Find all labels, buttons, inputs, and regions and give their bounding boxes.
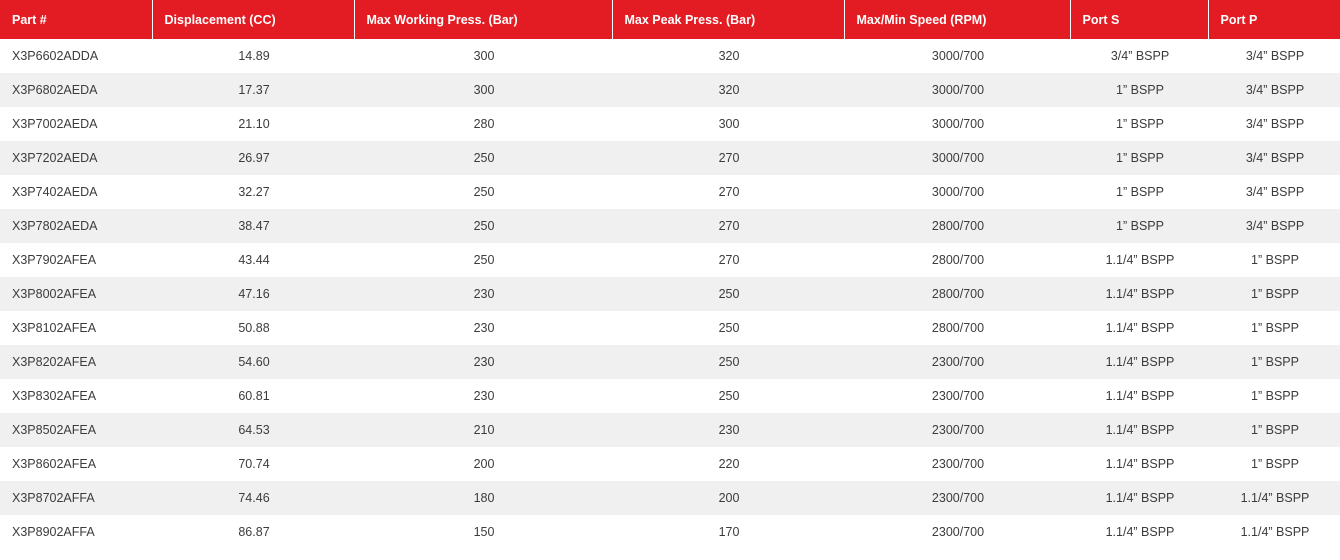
cell-part-number: X3P8102AFEA <box>0 311 152 345</box>
cell-max-min-speed: 3000/700 <box>844 73 1070 107</box>
table-row <box>0 107 1340 141</box>
cell-max-working-pressure: 250 <box>354 175 612 209</box>
cell-port-p: 1” BSPP <box>1208 311 1340 345</box>
cell-max-working-pressure: 300 <box>354 73 612 107</box>
cell-max-min-speed: 2800/700 <box>844 209 1070 243</box>
cell-max-peak-pressure: 270 <box>612 243 844 277</box>
cell-max-peak-pressure: 250 <box>612 311 844 345</box>
cell-max-working-pressure: 200 <box>354 447 612 481</box>
cell-port-s: 1.1/4” BSPP <box>1070 345 1208 379</box>
table-body <box>0 39 1340 549</box>
cell-max-peak-pressure: 320 <box>612 39 844 73</box>
cell-max-working-pressure: 250 <box>354 243 612 277</box>
cell-max-peak-pressure: 320 <box>612 73 844 107</box>
cell-max-peak-pressure: 250 <box>612 277 844 311</box>
cell-part-number: X3P7202AEDA <box>0 141 152 175</box>
cell-displacement: 38.47 <box>152 209 354 243</box>
table-row <box>0 209 1340 243</box>
cell-max-peak-pressure: 220 <box>612 447 844 481</box>
cell-displacement: 26.97 <box>152 141 354 175</box>
table-row <box>0 39 1340 73</box>
cell-part-number: X3P7802AEDA <box>0 209 152 243</box>
cell-max-working-pressure: 230 <box>354 277 612 311</box>
table-row <box>0 379 1340 413</box>
cell-port-p: 3/4” BSPP <box>1208 175 1340 209</box>
table-row <box>0 243 1340 277</box>
cell-part-number: X3P8302AFEA <box>0 379 152 413</box>
column-header-max-peak-pressure: Max Peak Press. (Bar) <box>612 0 844 39</box>
cell-part-number: X3P6602ADDA <box>0 39 152 73</box>
column-header-part-number: Part # <box>0 0 152 39</box>
cell-max-min-speed: 3000/700 <box>844 175 1070 209</box>
cell-part-number: X3P7002AEDA <box>0 107 152 141</box>
cell-max-peak-pressure: 230 <box>612 413 844 447</box>
cell-port-p: 1” BSPP <box>1208 413 1340 447</box>
table-row <box>0 73 1340 107</box>
cell-max-peak-pressure: 270 <box>612 209 844 243</box>
cell-max-min-speed: 2300/700 <box>844 379 1070 413</box>
cell-port-p: 1” BSPP <box>1208 447 1340 481</box>
cell-displacement: 54.60 <box>152 345 354 379</box>
cell-port-s: 1” BSPP <box>1070 209 1208 243</box>
cell-port-s: 1” BSPP <box>1070 107 1208 141</box>
table-row <box>0 481 1340 515</box>
cell-max-peak-pressure: 300 <box>612 107 844 141</box>
column-header-displacement: Displacement (CC) <box>152 0 354 39</box>
cell-max-working-pressure: 230 <box>354 311 612 345</box>
cell-max-min-speed: 2800/700 <box>844 243 1070 277</box>
cell-displacement: 60.81 <box>152 379 354 413</box>
cell-max-min-speed: 3000/700 <box>844 107 1070 141</box>
table-header-row <box>0 0 1340 39</box>
cell-max-working-pressure: 210 <box>354 413 612 447</box>
column-header-port-s: Port S <box>1070 0 1208 39</box>
cell-port-s: 1.1/4” BSPP <box>1070 311 1208 345</box>
cell-max-working-pressure: 250 <box>354 209 612 243</box>
cell-max-min-speed: 3000/700 <box>844 141 1070 175</box>
cell-max-min-speed: 2800/700 <box>844 277 1070 311</box>
cell-part-number: X3P8902AFFA <box>0 515 152 549</box>
cell-max-min-speed: 2300/700 <box>844 481 1070 515</box>
table-row <box>0 141 1340 175</box>
cell-max-working-pressure: 250 <box>354 141 612 175</box>
cell-displacement: 43.44 <box>152 243 354 277</box>
cell-port-s: 1.1/4” BSPP <box>1070 243 1208 277</box>
cell-port-p: 1.1/4” BSPP <box>1208 481 1340 515</box>
cell-port-s: 1.1/4” BSPP <box>1070 447 1208 481</box>
cell-port-p: 3/4” BSPP <box>1208 141 1340 175</box>
cell-displacement: 47.16 <box>152 277 354 311</box>
cell-displacement: 50.88 <box>152 311 354 345</box>
cell-port-p: 1” BSPP <box>1208 277 1340 311</box>
table-row <box>0 345 1340 379</box>
cell-port-p: 1” BSPP <box>1208 243 1340 277</box>
table-row <box>0 311 1340 345</box>
cell-max-min-speed: 2300/700 <box>844 515 1070 549</box>
cell-displacement: 21.10 <box>152 107 354 141</box>
cell-max-peak-pressure: 270 <box>612 141 844 175</box>
cell-displacement: 86.87 <box>152 515 354 549</box>
cell-max-min-speed: 2800/700 <box>844 311 1070 345</box>
table-row <box>0 413 1340 447</box>
cell-part-number: X3P6802AEDA <box>0 73 152 107</box>
column-header-port-p: Port P <box>1208 0 1340 39</box>
cell-max-peak-pressure: 170 <box>612 515 844 549</box>
cell-port-s: 1.1/4” BSPP <box>1070 379 1208 413</box>
cell-max-min-speed: 2300/700 <box>844 413 1070 447</box>
cell-port-p: 1” BSPP <box>1208 379 1340 413</box>
table-row <box>0 515 1340 549</box>
cell-part-number: X3P8202AFEA <box>0 345 152 379</box>
cell-port-s: 1.1/4” BSPP <box>1070 515 1208 549</box>
cell-max-working-pressure: 230 <box>354 345 612 379</box>
cell-max-min-speed: 2300/700 <box>844 345 1070 379</box>
cell-port-s: 1” BSPP <box>1070 175 1208 209</box>
cell-max-working-pressure: 230 <box>354 379 612 413</box>
cell-max-peak-pressure: 250 <box>612 345 844 379</box>
table-row <box>0 175 1340 209</box>
cell-port-p: 3/4” BSPP <box>1208 107 1340 141</box>
cell-port-s: 1.1/4” BSPP <box>1070 277 1208 311</box>
cell-port-s: 3/4” BSPP <box>1070 39 1208 73</box>
cell-port-s: 1” BSPP <box>1070 141 1208 175</box>
cell-part-number: X3P8502AFEA <box>0 413 152 447</box>
cell-max-working-pressure: 150 <box>354 515 612 549</box>
cell-port-s: 1” BSPP <box>1070 73 1208 107</box>
cell-part-number: X3P8702AFFA <box>0 481 152 515</box>
cell-max-peak-pressure: 250 <box>612 379 844 413</box>
cell-max-min-speed: 2300/700 <box>844 447 1070 481</box>
cell-displacement: 32.27 <box>152 175 354 209</box>
cell-part-number: X3P7902AFEA <box>0 243 152 277</box>
cell-max-peak-pressure: 270 <box>612 175 844 209</box>
cell-displacement: 14.89 <box>152 39 354 73</box>
table-row <box>0 447 1340 481</box>
column-header-max-min-speed: Max/Min Speed (RPM) <box>844 0 1070 39</box>
cell-port-p: 3/4” BSPP <box>1208 39 1340 73</box>
table-header <box>0 0 1340 39</box>
cell-part-number: X3P8002AFEA <box>0 277 152 311</box>
cell-port-p: 1” BSPP <box>1208 345 1340 379</box>
cell-max-working-pressure: 300 <box>354 39 612 73</box>
cell-displacement: 17.37 <box>152 73 354 107</box>
cell-displacement: 74.46 <box>152 481 354 515</box>
cell-port-s: 1.1/4” BSPP <box>1070 413 1208 447</box>
cell-part-number: X3P7402AEDA <box>0 175 152 209</box>
column-header-max-working-pressure: Max Working Press. (Bar) <box>354 0 612 39</box>
cell-port-p: 3/4” BSPP <box>1208 73 1340 107</box>
cell-part-number: X3P8602AFEA <box>0 447 152 481</box>
cell-port-p: 3/4” BSPP <box>1208 209 1340 243</box>
cell-port-p: 1.1/4” BSPP <box>1208 515 1340 549</box>
cell-max-working-pressure: 180 <box>354 481 612 515</box>
cell-max-working-pressure: 280 <box>354 107 612 141</box>
cell-port-s: 1.1/4” BSPP <box>1070 481 1208 515</box>
cell-max-min-speed: 3000/700 <box>844 39 1070 73</box>
cell-max-peak-pressure: 200 <box>612 481 844 515</box>
cell-displacement: 64.53 <box>152 413 354 447</box>
table-row <box>0 277 1340 311</box>
cell-displacement: 70.74 <box>152 447 354 481</box>
